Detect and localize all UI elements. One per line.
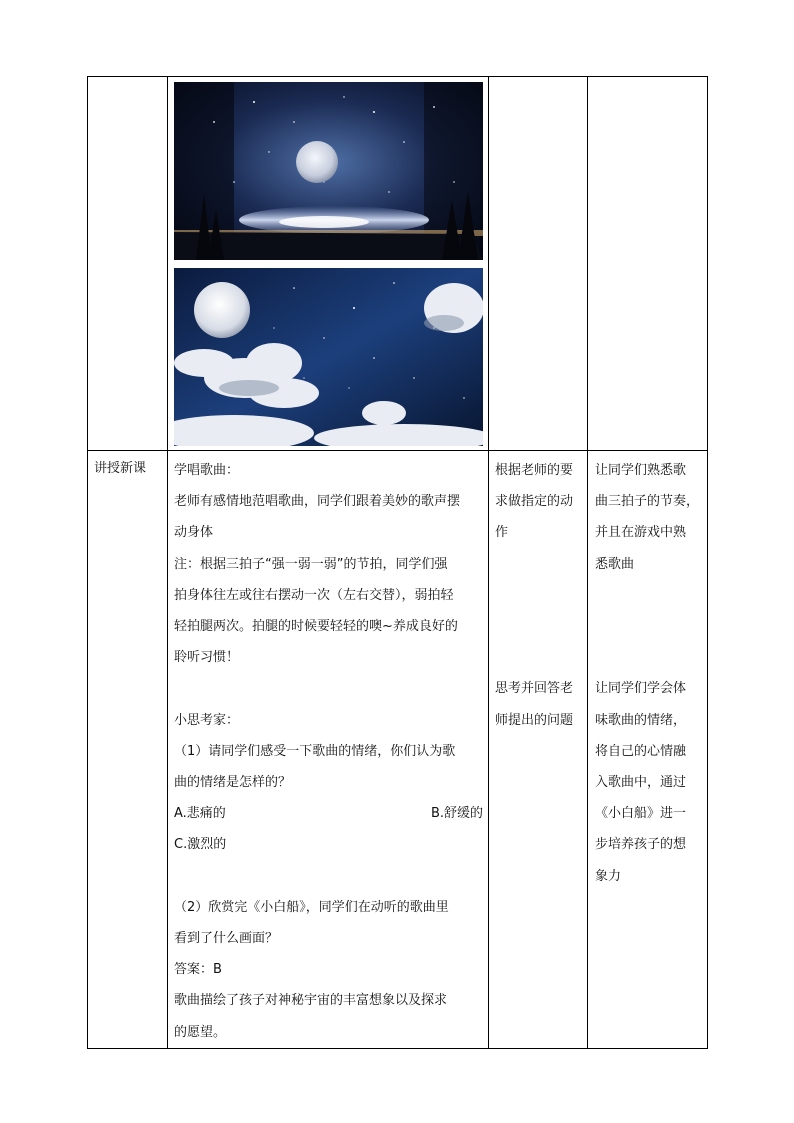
intent-line: 象力	[595, 868, 622, 884]
intent-line: 曲三拍子的节奏，	[595, 494, 700, 510]
intent-cell-empty	[588, 77, 708, 451]
content-line: 轻拍腿两次。拍腿的时候要轻轻的噢~养成良好的	[174, 619, 458, 635]
images-cell	[168, 77, 489, 451]
intent-line: 《小白船》进一	[595, 806, 687, 822]
moon-night-sky-photo-2	[174, 268, 483, 446]
intent-line: 悉歌曲	[595, 556, 635, 572]
intent-line: 让同学们学会体	[595, 681, 687, 697]
teaching-content	[168, 451, 488, 1048]
moon-night-sky-photo-1	[174, 82, 483, 260]
section-cell-empty	[88, 77, 168, 451]
student-activity	[489, 451, 587, 736]
content-line: 注：根据三拍子“强一弱一弱”的节拍，同学们强	[174, 556, 448, 572]
heading-thinker: 小思考家：	[174, 712, 240, 728]
content-line: 老师有感情地范唱歌曲，同学们跟着美妙的歌声摆	[174, 494, 461, 510]
activity-line: 思考并回答老	[495, 681, 574, 697]
content-line: 动身体	[174, 525, 214, 541]
explanation-line: 歌曲描绘了孩子对神秘宇宙的丰富想象以及探求	[174, 993, 448, 1009]
option-a: A.悲痛的	[174, 806, 226, 822]
activity-line: 师提出的问题	[495, 712, 574, 728]
intent-line: 味歌曲的情绪，	[595, 712, 687, 728]
content-line: 拍身体往左或往右摆动一次（左右交替），弱拍轻	[174, 587, 454, 603]
question-line: 看到了什么画面？	[174, 931, 279, 947]
option-c: C.激烈的	[174, 837, 227, 853]
design-intent	[588, 451, 707, 892]
question-line: 曲的情绪是怎样的？	[174, 775, 292, 791]
activity-line: 求做指定的动	[495, 494, 574, 510]
activity-line: 作	[495, 525, 509, 541]
options-row	[174, 798, 483, 829]
question-line: （1）请同学们感受一下歌曲的情绪，你们认为歌	[174, 743, 456, 759]
design-intent-cell	[588, 451, 708, 1049]
heading-learn-song: 学唱歌曲：	[174, 463, 240, 478]
answer-line: 答案：B	[174, 962, 222, 978]
explanation-line: 的愿望。	[174, 1024, 227, 1040]
content-line: 聆听习惯！	[174, 650, 240, 666]
table-row	[88, 77, 708, 451]
lesson-plan-table	[87, 76, 708, 1049]
section-cell	[88, 451, 168, 1049]
table-row	[88, 451, 708, 1049]
intent-line: 并且在游戏中熟	[595, 525, 687, 541]
intent-line: 步培养孩子的想	[595, 837, 687, 853]
student-activity-cell	[489, 451, 588, 1049]
option-b: B.舒缓的	[430, 806, 483, 822]
activity-line: 根据老师的要	[495, 463, 574, 478]
intent-line: 入歌曲中，通过	[595, 774, 687, 790]
intent-line: 让同学们熟悉歌	[595, 463, 687, 478]
content-cell	[168, 451, 489, 1049]
intent-line: 将自己的心情融	[595, 743, 687, 759]
question-line: （2）欣赏完《小白船》，同学们在动听的歌曲里	[174, 899, 449, 915]
student-cell-empty	[489, 77, 588, 451]
section-label: 讲授新课	[94, 461, 147, 476]
